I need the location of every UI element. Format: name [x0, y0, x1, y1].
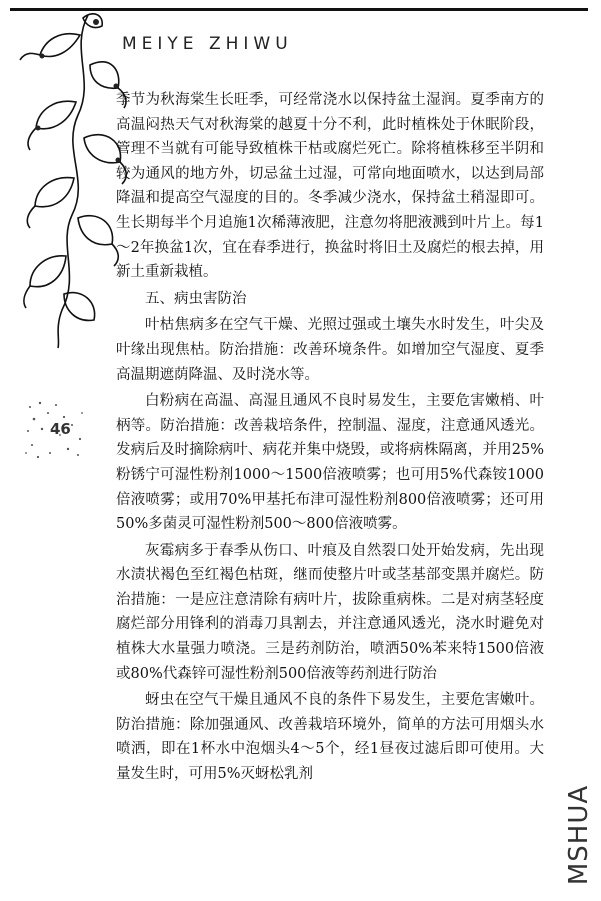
section-heading: 五、病虫害防治 — [145, 290, 247, 307]
watermark-text: MSHUA — [564, 784, 594, 886]
paragraph: 蚜虫在空气干燥且通风不良的条件下易发生，主要危害嫩叶。防治措施：除加强通风、改善栽培环境外，简单的方法可用烟头水喷洒，即在1杯水中泡烟头4～5个，经1昼夜过滤后即可使用。大量发生时，可用5%灭蚜松乳剂 — [116, 692, 544, 783]
vine-illustration-icon — [0, 10, 135, 350]
paragraph: 灰霉病多于春季从伤口、叶痕及自然裂口处开始发病，先出现水渍状褐色至红褐色枯斑，继而使整片叶或茎基部变黑并腐烂。防治措施：一是应注意清除有病叶片，拔除重病株。二是对病茎轻度腐烂部分用锋利的消毒刀具割去，并注意通风透光，浇水时避免对植株大水量强力喷浇。三是药剂防治，喷洒50%苯来特1500倍液或80%代森锌可湿性粉剂500倍液等药剂进行防治 — [116, 542, 544, 682]
paragraph: 白粉病在高温、高湿且通风不良时易发生，主要危害嫩梢、叶柄等。防治措施：改善栽培条件，控制温、湿度，注意通风透光。发病后及时摘除病叶、病花并集中烧毁，或将病株隔离，并用25%粉锈宁可湿性粉剂1000～1500倍液喷雾；也可用5%代森铵1000倍液喷雾；或用70%甲基托布津可湿性粉剂800倍液喷雾；还可用50%多菌灵可湿性粉剂500～800倍液喷雾。 — [116, 393, 544, 533]
body-text — [116, 88, 544, 789]
running-header-title: MEIYE ZHIWU — [122, 34, 293, 54]
paragraph: 叶枯焦病多在空气干燥、光照过强或土壤失水时发生，叶尖及叶缘出现焦枯。防治措施：改善环境条件。如增加空气湿度、夏季高温期遮荫降温、及时浇水等。 — [116, 317, 544, 383]
paragraph: 季节为秋海棠生长旺季，可经常浇水以保持盆土湿润。夏季南方的高温闷热天气对秋海棠的越夏十分不利，此时植株处于休眠阶段，管理不当就有可能导致植株干枯或腐烂死亡。除将植株移至半阴和较为通风的地方外，切忌盆土过湿，可常向地面喷水，以达到局部降温和提高空气湿度的目的。冬季减少浇水，保持盆土稍湿即可。生长期每半个月追施1次稀薄液肥，注意勿将肥液溅到叶片上。每1～2年换盆1次，宜在春季进行，换盆时将旧土及腐烂的根去掉，用新土重新栽植。 — [116, 92, 544, 281]
page-number: 46 — [50, 420, 71, 438]
watermark — [566, 780, 592, 890]
